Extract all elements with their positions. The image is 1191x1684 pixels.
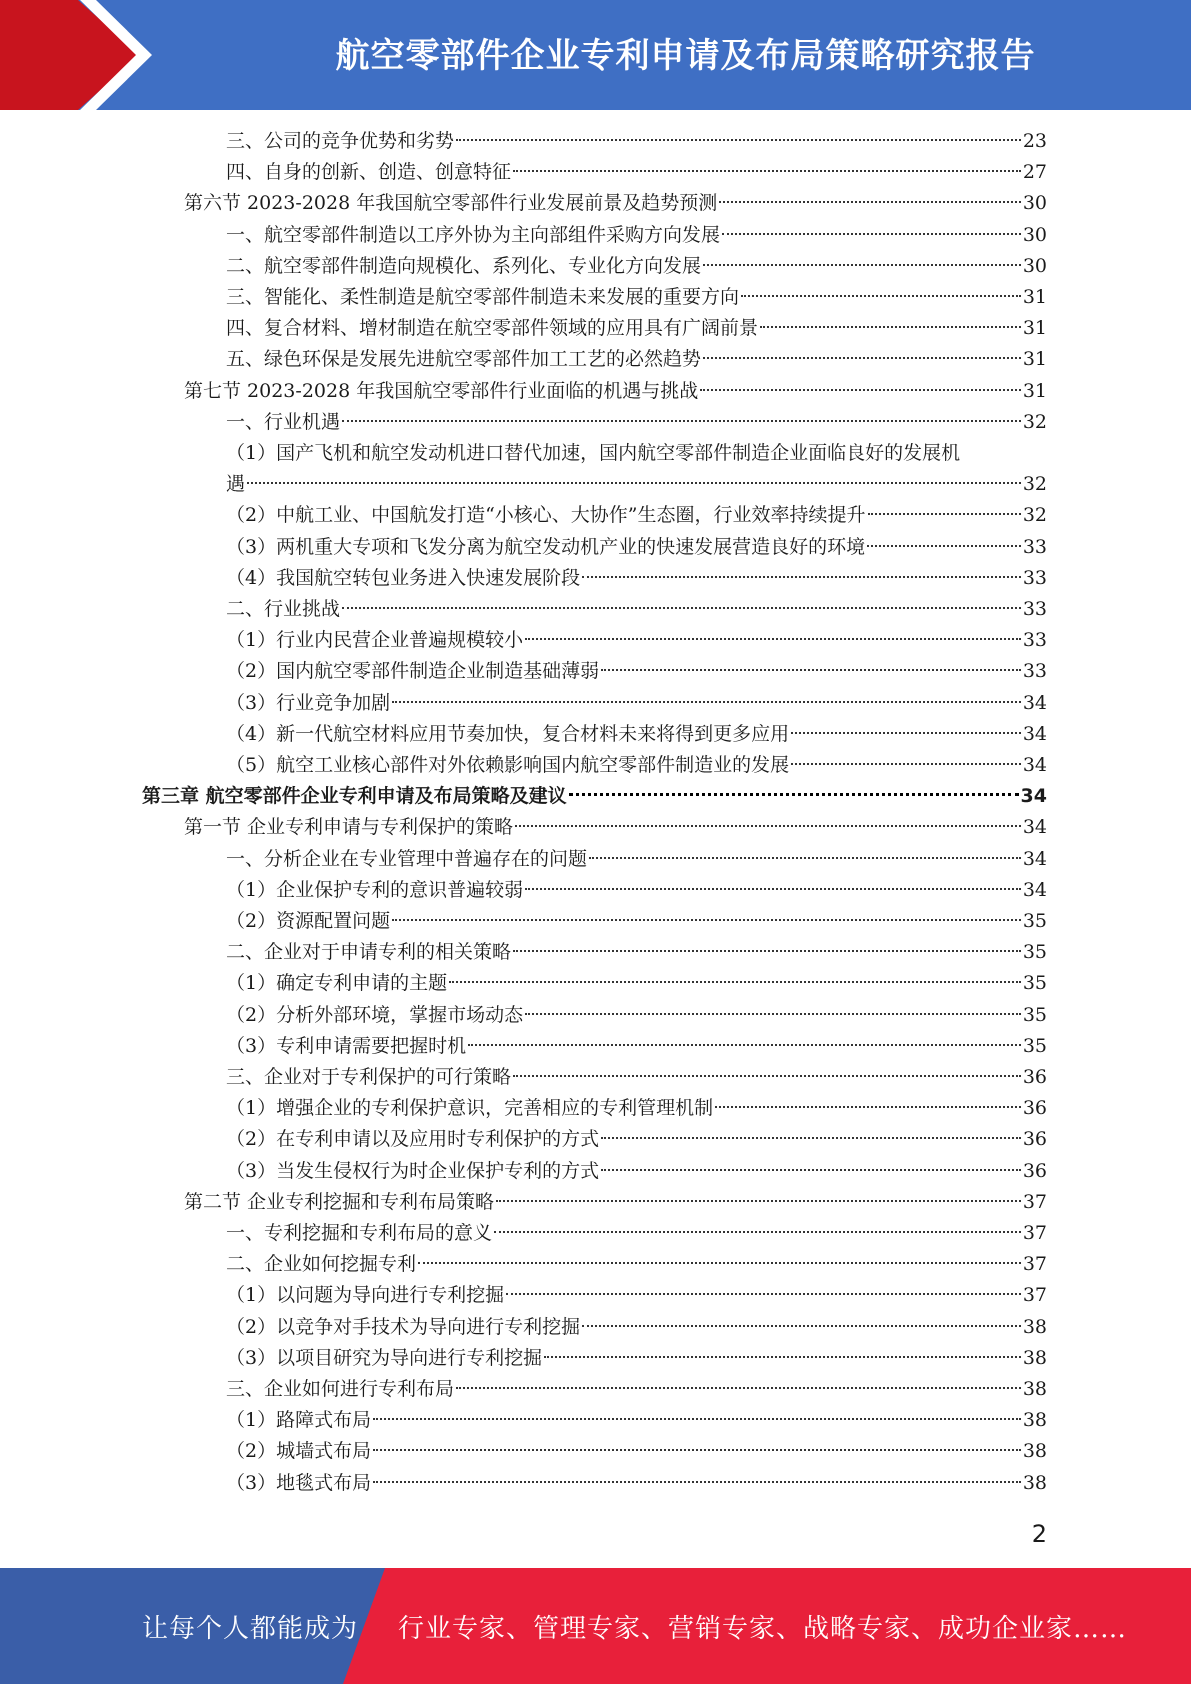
toc-chapter-entry[interactable]	[142, 781, 1047, 812]
toc-page-number: 30	[1022, 254, 1047, 277]
toc-page-number: 34	[1022, 754, 1047, 776]
toc-entry[interactable]	[226, 1218, 1047, 1249]
toc-page-number: 35	[1022, 941, 1047, 964]
toc-entry[interactable]	[226, 563, 1047, 594]
toc-page-number: 36	[1022, 1066, 1047, 1088]
toc-entry[interactable]	[226, 407, 1047, 438]
toc-entry-label: 二、航空零部件制造向规模化、系列化、专业化方向发展	[226, 254, 702, 277]
toc-dot-leader	[525, 1013, 1021, 1015]
toc-dot-leader	[506, 1293, 1021, 1295]
toc-dot-leader	[449, 981, 1021, 983]
toc-entry-label: 第二节 企业专利挖掘和专利布局策略	[184, 1190, 495, 1213]
toc-dot-leader	[700, 389, 1021, 391]
toc-entry-label: 一、分析企业在专业管理中普遍存在的问题	[226, 847, 588, 870]
toc-dot-leader	[569, 793, 1019, 796]
toc-entry-label: （4）新一代航空材料应用节奏加快，复合材料未来将得到更多应用	[226, 722, 790, 745]
toc-dot-leader	[392, 919, 1021, 921]
toc-entry[interactable]	[184, 376, 1047, 407]
toc-entry[interactable]	[226, 313, 1047, 344]
toc-entry-label: （3）以项目研究为导向进行专利挖掘	[226, 1346, 543, 1369]
toc-entry[interactable]	[226, 875, 1047, 906]
toc-entry-label: （4）我国航空转包业务进入快速发展阶段	[226, 566, 581, 589]
toc-page-number: 35	[1022, 972, 1047, 995]
report-title: 航空零部件企业专利申请及布局策略研究报告	[335, 36, 1036, 76]
toc-page-number: 36	[1022, 1159, 1047, 1182]
toc-dot-leader	[494, 1231, 1021, 1233]
toc-page-number: 33	[1022, 660, 1047, 683]
toc-entry-label: （1）确定专利申请的主题	[226, 972, 448, 995]
toc-dot-leader	[791, 763, 1021, 765]
toc-dot-leader	[392, 701, 1021, 703]
toc-entry[interactable]	[226, 126, 1047, 157]
toc-page-number: 38	[1022, 1440, 1047, 1463]
toc-page-number: 30	[1022, 192, 1047, 215]
toc-entry-label: （1）行业内民营企业普遍规模较小	[226, 629, 524, 652]
toc-entry-label: 三、智能化、柔性制造是航空零部件制造未来发展的重要方向	[226, 286, 740, 308]
toc-dot-leader	[741, 295, 1021, 297]
toc-page-number: 33	[1022, 566, 1047, 589]
toc-dot-leader	[601, 669, 1021, 671]
toc-entry-label: 三、企业如何进行专利布局	[226, 1378, 455, 1400]
toc-dot-leader	[513, 170, 1021, 172]
toc-entry-label: 二、企业如何挖掘专利	[226, 1253, 417, 1276]
toc-page-number: 33	[1022, 535, 1047, 558]
toc-page-number: 23	[1022, 130, 1047, 152]
toc-entry[interactable]	[226, 1031, 1047, 1062]
toc-dot-leader	[247, 482, 1021, 484]
toc-entry-label: （5）航空工业核心部件对外依赖影响国内航空零部件制造业的发展	[226, 754, 790, 776]
toc-page-number: 37	[1022, 1222, 1047, 1244]
toc-page-number: 33	[1022, 598, 1047, 620]
toc-dot-leader	[868, 513, 1021, 515]
toc-page-number: 37	[1022, 1190, 1047, 1213]
toc-dot-leader	[525, 638, 1021, 640]
toc-page-number: 33	[1022, 629, 1047, 652]
toc-entry[interactable]	[226, 968, 1047, 999]
toc-entry-label: 第七节 2023-2028 年我国航空零部件行业面临的机遇与挑战	[184, 379, 699, 402]
toc-page-number: 37	[1022, 1284, 1047, 1307]
toc-entry[interactable]	[226, 469, 1047, 500]
toc-entry-label: 四、复合材料、增材制造在航空零部件领域的应用具有广阔前景	[226, 317, 759, 340]
toc-dot-leader	[867, 545, 1021, 547]
toc-page-number: 34	[1022, 691, 1047, 714]
toc-dot-leader	[513, 1075, 1021, 1077]
toc-dot-leader	[582, 576, 1021, 578]
toc-entry-label: 一、行业机遇	[226, 410, 341, 433]
toc-page-number: 31	[1022, 317, 1047, 340]
toc-entry-label: （2）资源配置问题	[226, 910, 391, 932]
toc-dot-leader	[342, 420, 1021, 422]
toc-entry[interactable]	[226, 344, 1047, 375]
toc-page-number: 31	[1022, 379, 1047, 402]
toc-page-number: 36	[1022, 1128, 1047, 1151]
toc-dot-leader	[373, 1418, 1021, 1420]
toc-page-number: 34	[1020, 785, 1047, 808]
toc-entry-label: 五、绿色环保是发展先进航空零部件加工工艺的必然趋势	[226, 348, 702, 371]
toc-entry[interactable]	[226, 625, 1047, 656]
toc-entry-label: 四、自身的创新、创造、创意特征	[226, 161, 512, 184]
toc-page-number: 36	[1022, 1097, 1047, 1120]
toc-entry[interactable]	[226, 532, 1047, 563]
toc-page-number: 35	[1022, 1003, 1047, 1026]
toc-page-number: 32	[1022, 473, 1047, 496]
toc-entry[interactable]	[226, 157, 1047, 188]
toc-dot-leader	[582, 1325, 1021, 1327]
toc-page-number: 35	[1022, 910, 1047, 932]
toc-page-number: 30	[1022, 223, 1047, 246]
toc-dot-leader	[715, 1106, 1021, 1108]
toc-dot-leader	[418, 1262, 1021, 1264]
toc-entry-label: 一、航空零部件制造以工序外协为主向部组件采购方向发展	[226, 223, 721, 246]
toc-dot-leader	[601, 1169, 1021, 1171]
toc-entry-label: （2）中航工业、中国航发打造“小核心、大协作”生态圈，行业效率持续提升	[226, 504, 866, 527]
toc-entry-label: 第一节 企业专利申请与专利保护的策略	[184, 816, 514, 839]
toc-page-number: 31	[1022, 348, 1047, 371]
toc-page-number: 27	[1022, 161, 1047, 184]
toc-page-number: 38	[1022, 1378, 1047, 1400]
toc-page-number: 34	[1022, 878, 1047, 901]
toc-entry[interactable]	[226, 594, 1047, 625]
toc-dot-leader	[760, 326, 1021, 328]
toc-entry[interactable]	[226, 688, 1047, 719]
toc-dot-leader	[496, 1200, 1021, 1202]
toc-entry-label: （3）当发生侵权行为时企业保护专利的方式	[226, 1159, 600, 1182]
toc-entry[interactable]	[226, 937, 1047, 968]
toc-page-number: 38	[1022, 1346, 1047, 1369]
toc-page-number: 32	[1022, 410, 1047, 433]
toc-entry-label: （2）在专利申请以及应用时专利保护的方式	[226, 1128, 600, 1151]
toc-entry[interactable]	[226, 1093, 1047, 1124]
toc-dot-leader	[373, 1481, 1021, 1483]
toc-entry[interactable]	[184, 1187, 1047, 1218]
toc-entry-label: （1）企业保护专利的意识普遍较弱	[226, 878, 524, 901]
toc-entry-label: （3）两机重大专项和飞发分离为航空发动机产业的快速发展营造良好的环境	[226, 535, 866, 558]
toc-page-number: 34	[1022, 816, 1047, 839]
toc-entry-label: 第三章 航空零部件企业专利申请及布局策略及建议	[142, 785, 567, 808]
toc-entry[interactable]	[226, 1436, 1047, 1467]
toc-page-number: 37	[1022, 1253, 1047, 1276]
page-number: 2	[1031, 1520, 1047, 1548]
footer-slogan-left: 让每个人都能成为	[142, 1614, 359, 1644]
toc-entry[interactable]	[226, 719, 1047, 750]
toc-entry-label: （3）行业竞争加剧	[226, 691, 391, 714]
toc-entry-label: （2）分析外部环境，掌握市场动态	[226, 1003, 524, 1026]
toc-entry[interactable]	[226, 1405, 1047, 1436]
toc-entry[interactable]	[184, 812, 1047, 843]
toc-entry-label: 第六节 2023-2028 年我国航空零部件行业发展前景及趋势预测	[184, 192, 718, 215]
toc-dot-leader	[703, 357, 1021, 359]
toc-entry[interactable]	[184, 188, 1047, 219]
toc-page-number: 38	[1022, 1315, 1047, 1338]
page-footer	[0, 1568, 1191, 1684]
toc-page-number: 32	[1022, 504, 1047, 527]
toc-page-number: 35	[1022, 1034, 1047, 1057]
toc-entry-label: （3）专利申请需要把握时机	[226, 1034, 467, 1057]
toc-entry[interactable]	[226, 906, 1047, 937]
toc-entry-label: （2）城墙式布局	[226, 1440, 372, 1463]
toc-page-number: 38	[1022, 1471, 1047, 1494]
toc-entry-label: 三、公司的竞争优势和劣势	[226, 130, 455, 152]
toc-dot-leader	[544, 1356, 1021, 1358]
toc-dot-leader	[525, 888, 1021, 890]
toc-page-number: 31	[1022, 286, 1047, 308]
toc-dot-leader	[791, 732, 1021, 734]
toc-entry-label: 一、专利挖掘和专利布局的意义	[226, 1222, 493, 1244]
toc-entry-label: 遇	[226, 473, 246, 496]
toc-entry-label: （2）以竞争对手技术为导向进行专利挖掘	[226, 1315, 581, 1338]
toc-dot-leader	[456, 1387, 1021, 1389]
toc-dot-leader	[515, 825, 1021, 827]
toc-entry-label: （1）增强企业的专利保护意识，完善相应的专利管理机制	[226, 1097, 714, 1120]
toc-entry[interactable]	[226, 500, 1047, 531]
footer-slogan-right: 行业专家、管理专家、营销专家、战略专家、成功企业家……	[398, 1614, 1128, 1644]
toc-entry-label: （1）以问题为导向进行专利挖掘	[226, 1284, 505, 1307]
toc-page-number: 38	[1022, 1409, 1047, 1432]
toc-dot-leader	[703, 264, 1021, 266]
toc-dot-leader	[342, 607, 1021, 609]
toc-entry[interactable]	[226, 1249, 1047, 1280]
toc-entry[interactable]	[226, 220, 1047, 251]
toc-page-number: 34	[1022, 847, 1047, 870]
toc-entry[interactable]	[226, 1468, 1047, 1499]
toc-dot-leader	[601, 1137, 1021, 1139]
toc-entry[interactable]	[226, 1000, 1047, 1031]
toc-entry[interactable]	[226, 282, 1047, 313]
toc-entry[interactable]	[226, 1124, 1047, 1155]
toc-page-number: 34	[1022, 722, 1047, 745]
toc-entry[interactable]	[226, 1312, 1047, 1343]
toc-entry-label: （1）路障式布局	[226, 1409, 372, 1432]
toc-entry[interactable]	[226, 1374, 1047, 1405]
toc-entry-label: 二、企业对于申请专利的相关策略	[226, 941, 512, 964]
toc-dot-leader	[589, 857, 1021, 859]
page-header	[0, 0, 1191, 110]
toc-entry[interactable]	[226, 844, 1047, 875]
toc-entry[interactable]	[226, 1156, 1047, 1187]
toc-entry[interactable]	[226, 750, 1047, 781]
toc-dot-leader	[722, 233, 1021, 235]
toc-entry-label: 二、行业挑战	[226, 598, 341, 620]
header-red-block	[0, 0, 150, 110]
toc-entry-label: 三、企业对于专利保护的可行策略	[226, 1066, 512, 1088]
toc-entry[interactable]	[226, 1343, 1047, 1374]
toc-entry[interactable]	[226, 1280, 1047, 1311]
toc-dot-leader	[468, 1044, 1021, 1046]
toc-dot-leader	[719, 201, 1021, 203]
toc-entry-label: （1）国产飞机和航空发动机进口替代加速，国内航空零部件制造企业面临良好的发展机	[226, 442, 961, 464]
toc-entry[interactable]	[226, 656, 1047, 687]
toc-dot-leader	[513, 950, 1021, 952]
toc-entry[interactable]	[226, 251, 1047, 282]
toc-dot-leader	[373, 1449, 1021, 1451]
toc-entry-label: （2）国内航空零部件制造企业制造基础薄弱	[226, 660, 600, 683]
toc-entry-label: （3）地毯式布局	[226, 1471, 372, 1494]
toc-dot-leader	[456, 139, 1021, 141]
toc-entry[interactable]	[226, 1062, 1047, 1093]
